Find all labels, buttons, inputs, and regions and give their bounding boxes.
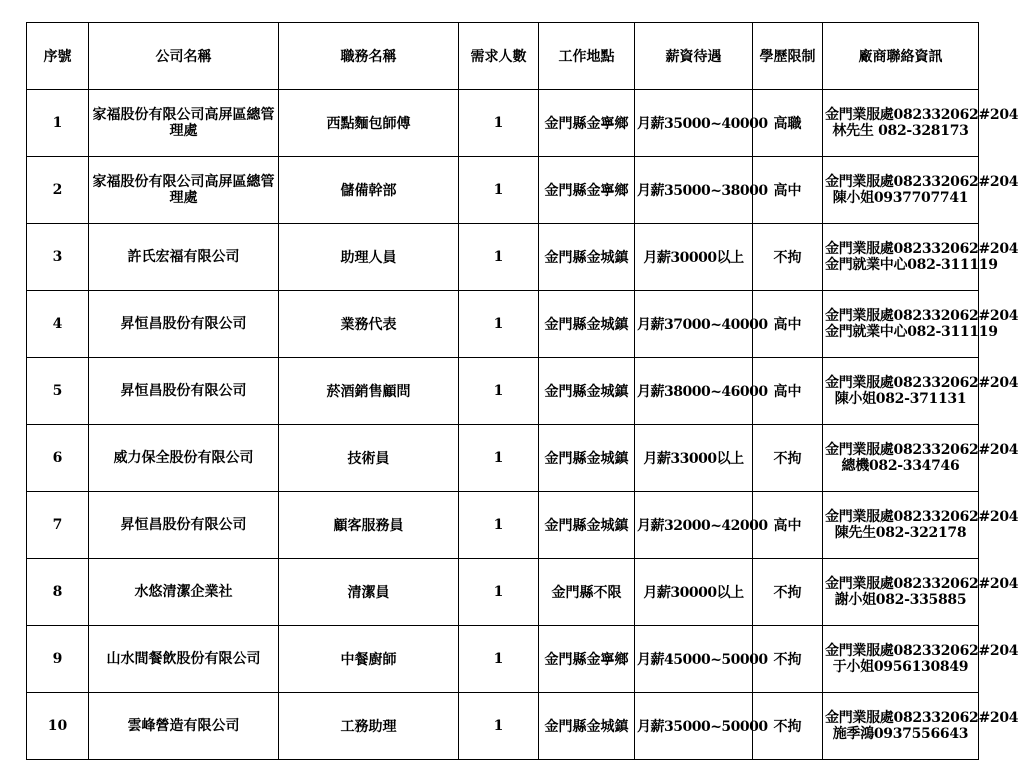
cell-education: 高中 [753, 291, 823, 358]
cell-headcount: 1 [459, 90, 539, 157]
cell-headcount: 1 [459, 425, 539, 492]
cell-education: 不拘 [753, 224, 823, 291]
table-row [27, 358, 979, 425]
cell-company: 昇恒昌股份有限公司 [89, 358, 279, 425]
cell-salary: 月薪38000~46000 [635, 358, 753, 425]
cell-contact [823, 425, 1018, 492]
cell-company: 山水間餐飲股份有限公司 [89, 626, 279, 693]
cell-location: 金門縣金城鎮 [539, 291, 635, 358]
cell-location: 金門縣金城鎮 [539, 693, 635, 760]
cell-salary: 月薪45000~50000 [635, 626, 753, 693]
cell-salary: 月薪35000~50000 [635, 693, 753, 760]
cell-index: 3 [27, 224, 89, 291]
cell-headcount: 1 [459, 358, 539, 425]
contact-office-line: 金門業服處082332062#204 [825, 508, 1018, 525]
cell-position: 技術員 [279, 425, 459, 492]
cell-location: 金門縣不限 [539, 559, 635, 626]
cell-location: 金門縣金城鎮 [539, 224, 635, 291]
contact-office-line: 金門業服處082332062#204 [825, 173, 1018, 190]
cell-salary: 月薪35000~38000 [635, 157, 753, 224]
cell-headcount: 1 [459, 626, 539, 693]
cell-location: 金門縣金寧鄉 [539, 90, 635, 157]
contact-office-line: 金門業服處082332062#204 [825, 441, 1018, 458]
cell-headcount: 1 [459, 224, 539, 291]
cell-education: 高中 [753, 157, 823, 224]
contact-person-line: 謝小姐082-335885 [834, 592, 967, 608]
cell-education: 不拘 [753, 559, 823, 626]
table-row [27, 425, 979, 492]
cell-salary: 月薪35000~40000 [635, 90, 753, 157]
table-row [27, 559, 979, 626]
cell-company: 昇恒昌股份有限公司 [89, 291, 279, 358]
cell-education: 不拘 [753, 693, 823, 760]
table-row [27, 224, 979, 291]
header-headcount: 需求人數 [459, 23, 539, 90]
cell-education: 不拘 [753, 626, 823, 693]
cell-location: 金門縣金城鎮 [539, 492, 635, 559]
cell-headcount: 1 [459, 291, 539, 358]
cell-headcount: 1 [459, 559, 539, 626]
table-row [27, 157, 979, 224]
contact-office-line: 金門業服處082332062#204 [825, 106, 1018, 123]
header-index: 序號 [27, 23, 89, 90]
cell-headcount: 1 [459, 693, 539, 760]
table-row [27, 90, 979, 157]
cell-education: 高中 [753, 358, 823, 425]
cell-index: 6 [27, 425, 89, 492]
cell-contact [823, 90, 1018, 157]
cell-position: 業務代表 [279, 291, 459, 358]
contact-person-line: 于小姐0956130849 [832, 659, 969, 675]
cell-index: 1 [27, 90, 89, 157]
contact-office-line: 金門業服處082332062#204 [825, 240, 1018, 257]
cell-contact [823, 626, 1018, 693]
contact-person-line: 陳小姐082-371131 [834, 391, 967, 407]
table-row [27, 492, 979, 559]
cell-headcount: 1 [459, 492, 539, 559]
job-listing-table [26, 22, 1018, 760]
cell-education: 高職 [753, 90, 823, 157]
contact-person-line: 金門就業中心082-311119 [825, 324, 998, 340]
header-company: 公司名稱 [89, 23, 279, 90]
cell-salary: 月薪30000以上 [635, 559, 753, 626]
header-education: 學歷限制 [753, 23, 823, 90]
cell-contact [823, 291, 1018, 358]
cell-position: 工務助理 [279, 693, 459, 760]
cell-position: 中餐廚師 [279, 626, 459, 693]
table-row [27, 626, 979, 693]
cell-headcount: 1 [459, 157, 539, 224]
cell-index: 4 [27, 291, 89, 358]
cell-location: 金門縣金寧鄉 [539, 626, 635, 693]
cell-position: 清潔員 [279, 559, 459, 626]
cell-position: 助理人員 [279, 224, 459, 291]
cell-index: 10 [27, 693, 89, 760]
header-position: 職務名稱 [279, 23, 459, 90]
cell-salary: 月薪32000~42000 [635, 492, 753, 559]
cell-salary: 月薪37000~40000 [635, 291, 753, 358]
cell-index: 2 [27, 157, 89, 224]
contact-office-line: 金門業服處082332062#204 [825, 575, 1018, 592]
contact-person-line: 金門就業中心082-311119 [825, 257, 998, 273]
cell-contact [823, 224, 1018, 291]
contact-person-line: 陳小姐0937707741 [832, 190, 969, 206]
cell-index: 9 [27, 626, 89, 693]
cell-company: 水悠清潔企業社 [89, 559, 279, 626]
table-row [27, 291, 979, 358]
cell-location: 金門縣金城鎮 [539, 358, 635, 425]
header-location: 工作地點 [539, 23, 635, 90]
cell-contact [823, 693, 1018, 760]
cell-location: 金門縣金寧鄉 [539, 157, 635, 224]
contact-person-line: 陳先生082-322178 [834, 525, 967, 541]
contact-office-line: 金門業服處082332062#204 [825, 307, 1018, 324]
cell-education: 高中 [753, 492, 823, 559]
cell-company: 威力保全股份有限公司 [89, 425, 279, 492]
header-salary: 薪資待遇 [635, 23, 753, 90]
contact-office-line: 金門業服處082332062#204 [825, 709, 1018, 726]
contact-person-line: 總機082-334746 [841, 458, 960, 474]
table-header-row [27, 23, 979, 90]
cell-education: 不拘 [753, 425, 823, 492]
cell-index: 5 [27, 358, 89, 425]
cell-contact [823, 559, 1018, 626]
header-contact: 廠商聯絡資訊 [823, 23, 979, 90]
contact-office-line: 金門業服處082332062#204 [825, 374, 1018, 391]
cell-position: 西點麵包師傅 [279, 90, 459, 157]
contact-person-line: 林先生 082-328173 [832, 123, 969, 139]
cell-position: 菸酒銷售顧問 [279, 358, 459, 425]
cell-location: 金門縣金城鎮 [539, 425, 635, 492]
cell-company: 昇恒昌股份有限公司 [89, 492, 279, 559]
cell-company: 許氏宏福有限公司 [89, 224, 279, 291]
cell-contact [823, 157, 1018, 224]
cell-position: 儲備幹部 [279, 157, 459, 224]
cell-contact [823, 492, 1018, 559]
table-row [27, 693, 979, 760]
cell-company: 雲峰營造有限公司 [89, 693, 279, 760]
contact-person-line: 施季鴻0937556643 [832, 726, 969, 742]
cell-index: 7 [27, 492, 89, 559]
cell-company: 家福股份有限公司高屏區總管理處 [89, 157, 279, 224]
cell-index: 8 [27, 559, 89, 626]
cell-salary: 月薪30000以上 [635, 224, 753, 291]
cell-company: 家福股份有限公司高屏區總管理處 [89, 90, 279, 157]
cell-position: 顧客服務員 [279, 492, 459, 559]
cell-contact [823, 358, 1018, 425]
cell-salary: 月薪33000以上 [635, 425, 753, 492]
contact-office-line: 金門業服處082332062#204 [825, 642, 1018, 659]
